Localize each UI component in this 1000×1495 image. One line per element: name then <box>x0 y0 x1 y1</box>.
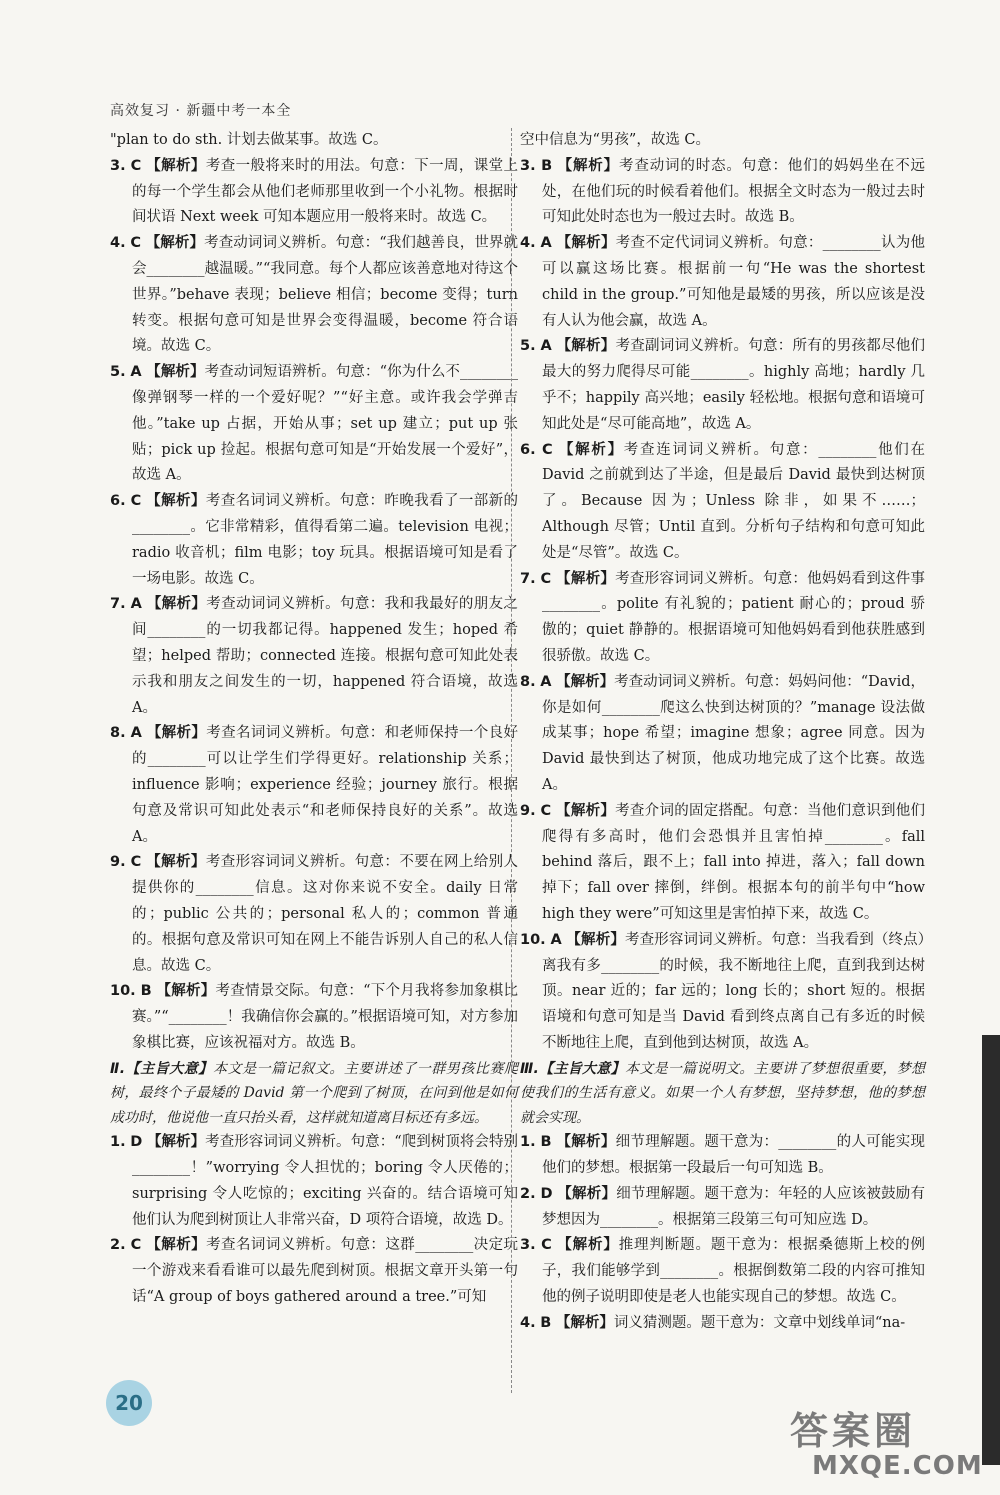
analysis-tag: 【解析】 <box>558 441 624 458</box>
right-column <box>520 128 925 1337</box>
item-number: 3. <box>520 1237 536 1254</box>
analysis-tag: 【解析】 <box>566 931 625 948</box>
column-divider <box>511 128 512 1393</box>
answer-item <box>520 1311 925 1337</box>
item-number: 9. <box>520 802 536 819</box>
analysis-text: 推理判断题。题干意为：根据桑德斯上校的例子，我们能够学到________。根据倒数第二段的内容可推知他的例子说明即使是老人也能实现自己的梦想。故选 C。 <box>542 1237 926 1305</box>
analysis-text: 考查名词词义辨析。句意：昨晚我看了一部新的________。它非常精彩，值得看第二遍。television 电视；radio 收音机；film 电影；toy 玩具。根据语境可知是看了一场电影。故选 C。 <box>132 493 519 587</box>
analysis-tag: 【解析】 <box>556 802 616 819</box>
item-number: 7. <box>520 570 536 587</box>
analysis-text: 考查情景交际。句意：“下个月我将参加象棋比赛。”“________！我确信你会赢的。”根据语境可知，对方参加象棋比赛，应该祝福对方。故选 B。 <box>132 983 519 1051</box>
answer-item <box>110 231 518 360</box>
analysis-text: 考查形容词词义辨析。句意：他妈妈看到这件事________。polite 有礼貌的；patient 耐心的；proud 骄傲的；quiet 静静的。根据语境可知他妈妈看到他获胜感到很骄傲。故选 C。 <box>542 570 926 664</box>
analysis-tag: 【解析】 <box>557 1185 617 1202</box>
item-number: 8. <box>520 673 536 690</box>
answer-letter: A <box>540 673 552 690</box>
answer-item <box>110 592 518 721</box>
item-number: 3. <box>110 157 126 174</box>
analysis-text: 考查动词词义辨析。句意：我和我最好的朋友之间________的一切我都记得。happened 发生；hoped 希望；helped 帮助；connected 连接。根据句意可知此处表示我和朋友之间发生的一切，happened 符合语境，故选 A。 <box>132 596 519 716</box>
answer-item <box>110 721 518 850</box>
answer-letter: C <box>130 854 142 871</box>
analysis-tag: 【解析】 <box>146 157 206 174</box>
answer-letter: B <box>540 1314 552 1331</box>
answer-item <box>110 1233 518 1310</box>
answer-letter: C <box>540 802 552 819</box>
item-number: 10. <box>520 931 546 948</box>
analysis-text: 考查一般将来时的用法。句意：下一周，课堂上的每一个学生都会从他们老师那里收到一个小礼物。根据时间状语 Next week 可知本题应用一般将来时。故选 C。 <box>132 157 519 226</box>
answer-letter: C <box>130 493 142 510</box>
analysis-text: 考查形容词词义辨析。句意：“爬到树顶将会特别________！”worrying 令人担忧的；boring 令人厌倦的；surprising 令人吃惊的；exciting 兴奋的。结合语境可知他们认为爬到树顶让人非常兴奋，D 项符合语境，故选 D。 <box>132 1134 519 1228</box>
answer-item <box>110 154 518 231</box>
analysis-tag: 【解析】 <box>146 725 207 742</box>
answer-item <box>520 1130 925 1182</box>
analysis-tag: 【解析】 <box>556 1134 616 1151</box>
answer-letter: B <box>541 157 553 174</box>
analysis-text: 考查动词的时态。句意：他们的妈妈坐在不远处，在他们玩的时候看着他们。根据全文时态为一般过去时可知此处时态也为一般过去时。故选 B。 <box>542 157 926 226</box>
item-number: 3. <box>520 157 536 174</box>
analysis-tag: 【解析】 <box>146 1237 207 1254</box>
item-number: 4. <box>520 235 536 252</box>
answer-item <box>520 154 925 231</box>
item-number: 4. <box>520 1314 536 1331</box>
analysis-tag: 【解析】 <box>146 1134 206 1151</box>
item-number: 6. <box>110 493 126 510</box>
watermark-logo <box>790 1400 983 1481</box>
analysis-tag: 【解析】 <box>146 854 206 871</box>
answer-item <box>520 231 925 334</box>
analysis-text: 考查副词词义辨析。句意：所有的男孩都尽他们最大的努力爬得尽可能________。highly 高地；hardly 几乎不；happily 高兴地；easily 轻松地。根据句意和语境可知此处是“尽可能高地”，故选 A。 <box>542 338 926 432</box>
answer-item <box>520 1233 925 1310</box>
watermark-line-1: 答案圈 <box>790 1409 917 1453</box>
answer-item <box>520 438 925 567</box>
answer-letter: D <box>130 1134 143 1151</box>
analysis-tag: 【解析】 <box>556 570 616 587</box>
analysis-text: 词义猜测题。题干意为：文章中划线单词“na- <box>613 1314 906 1331</box>
analysis-tag: 【解析】 <box>557 1237 619 1254</box>
item-number: 5. <box>110 364 126 381</box>
answer-letter: C <box>540 570 552 587</box>
analysis-text: 细节理解题。题干意为：________的人可能实现他们的梦想。根据第一段最后一句可知选 B。 <box>542 1134 926 1176</box>
item-number: 2. <box>110 1237 126 1254</box>
watermark-line-2: MXQE.COM <box>812 1451 983 1481</box>
item-number: 6. <box>520 441 536 458</box>
analysis-text: 考查不定代词词义辨析。句意：________认为他可以赢这场比赛。根据前一句“He was the shortest child in the group.”可知他是最矮的男孩，所以应该是没有人认为他会赢，故选 A。 <box>542 235 926 329</box>
answer-item <box>520 928 925 1057</box>
item-number: 2. <box>520 1185 536 1202</box>
analysis-text: 考查动词词义辨析。句意：“我们越善良，世界就会________越温暖。”“我同意。每个人都应该善意地对待这个世界。”behave 表现；believe 相信；become 变得；turn 转变。根据句意可知是世界会变得温暖，become 符合语境。故选 C。 <box>132 235 519 355</box>
answer-letter: A <box>550 931 562 948</box>
answer-letter: A <box>130 596 142 613</box>
answer-letter: A <box>130 364 142 381</box>
analysis-tag: 【解析】 <box>556 235 616 252</box>
summary-label: Ⅱ.【主旨大意】 <box>110 1060 213 1077</box>
analysis-tag: 【解析】 <box>556 338 616 355</box>
answer-letter: A <box>540 235 552 252</box>
analysis-text: 考查连词词义辨析。句意：________他们在 David 之前就到达了半途，但是最后 David 最快到达树顶了。Because 因为；Unless 除非，如果不……；Although 尽管；Until 直到。分析句子结构和句意可知此处是“尽管”。故选 C。 <box>542 441 926 561</box>
left-column <box>110 128 518 1311</box>
page-number-badge: 20 <box>106 1380 152 1426</box>
answer-item <box>110 979 518 1056</box>
answer-letter: A <box>540 338 552 355</box>
answer-item <box>520 567 925 670</box>
analysis-tag: 【解析】 <box>145 235 205 252</box>
passage-summary <box>520 1057 925 1131</box>
summary-label: Ⅲ.【主旨大意】 <box>520 1060 625 1077</box>
analysis-text: 考查名词词义辨析。句意：这群________决定玩一个游戏来看看谁可以最先爬到树顶。根据文章开头第一句话“A group of boys gathered around a tree.”可知 <box>132 1237 519 1305</box>
analysis-tag: 【解析】 <box>556 673 615 690</box>
analysis-text: 考查形容词词义辨析。句意：不要在网上给别人提供你的________信息。这对你来说不安全。daily 日常的；public 公共的；personal 私人的；common 普通的。根据句意及常识可知在网上不能告诉别人自己的私人信息。故选 C。 <box>132 854 519 974</box>
item-number: 1. <box>520 1134 536 1151</box>
answer-letter: B <box>140 983 152 1000</box>
analysis-text: 考查介词的固定搭配。句意：当他们意识到他们爬得有多高时，他们会恐惧并且害怕掉________。fall behind 落后，跟不上；fall into 掉进，落入；fall down 掉下；fall over 摔倒，绊倒。根据本句的前半句中“how high they were”可知这里是害怕掉下来，故选 C。 <box>542 802 926 922</box>
answer-letter: C <box>130 157 142 174</box>
analysis-text: 考查形容词词义辨析。句意：当我看到（终点）离我有多________的时候，我不断地往上爬，直到我到达树顶。near 近的；far 远的；long 长的；short 短的。根据语境和句意可知是当 David 看到终点离自己有多近的时候不断地往上爬，直到他到达树顶，故选 A。 <box>542 931 926 1051</box>
answer-letter: B <box>540 1134 552 1151</box>
analysis-tag: 【解析】 <box>156 983 216 1000</box>
continuation-text: 空中信息为“男孩”，故选 C。 <box>520 132 711 148</box>
analysis-tag: 【解析】 <box>555 1314 614 1331</box>
answer-letter: C <box>130 1237 142 1254</box>
item-number: 10. <box>110 983 136 1000</box>
analysis-tag: 【解析】 <box>557 157 619 174</box>
summary-text: 本文是一篇记叙文。主要讲述了一群男孩比赛爬树，最终个子最矮的 David 第一个爬到了树顶，在问到他是如何成功时，他说他一直只抬头看，这样就知道离目标还有多远。 <box>110 1060 519 1126</box>
page-header: 高效复习 · 新疆中考一本全 <box>110 103 292 119</box>
item-number: 8. <box>110 725 126 742</box>
answer-item <box>520 334 925 437</box>
answer-item <box>110 489 518 592</box>
analysis-text: 考查名词词义辨析。句意：和老师保持一个良好的________可以让学生们学得更好。relationship 关系；influence 影响；experience 经验；journey 旅行。根据句意及常识可知此处表示“和老师保持良好的关系”。故选 A。 <box>132 725 519 845</box>
answer-letter: A <box>130 725 142 742</box>
analysis-text: 细节理解题。题干意为：年轻的人应该被鼓励有梦想因为________。根据第三段第三句可知应选 D。 <box>542 1185 926 1228</box>
answer-item <box>110 1130 518 1233</box>
answer-item <box>110 360 518 489</box>
analysis-text: 考查动词短语辨析。句意：“你为什么不________像弹钢琴一样的一个爱好呢？”“好主意。或许我会学弹吉他。”take up 占据，开始从事；set up 建立；put up 张贴；pick up 捡起。根据句意可知是“开始发展一个爱好”，故选 A。 <box>132 364 519 484</box>
answer-letter: C <box>130 235 141 252</box>
passage-summary <box>110 1057 518 1131</box>
analysis-text: 考查动词词义辨析。句意：妈妈问他：“David，你是如何________爬这么快到达树顶的？”manage 设法做成某事；hope 希望；imagine 想象；agree 同意。因为 David 最快到达了树顶，他成功地完成了这个比赛。故选 A。 <box>542 673 926 793</box>
answer-letter: C <box>541 1237 552 1254</box>
analysis-tag: 【解析】 <box>146 493 206 510</box>
answer-letter: C <box>541 441 553 458</box>
continuation-text: "plan to do sth. 计划去做某事。故选 C。 <box>110 132 388 148</box>
item-number: 4. <box>110 235 126 252</box>
item-number: 7. <box>110 596 126 613</box>
answer-item <box>520 799 925 928</box>
answer-item <box>110 850 518 979</box>
answer-letter: D <box>540 1185 553 1202</box>
answer-item <box>520 670 925 799</box>
item-number: 1. <box>110 1134 126 1151</box>
analysis-tag: 【解析】 <box>146 364 205 381</box>
item-number: 9. <box>110 854 126 871</box>
summary-text: 本文是一篇说明文。主要讲了梦想很重要，梦想使我们的生活有意义。如果一个人有梦想，坚持梦想，他的梦想就会实现。 <box>520 1060 925 1126</box>
item-number: 5. <box>520 338 536 355</box>
side-tab <box>982 1035 1000 1465</box>
analysis-tag: 【解析】 <box>146 596 207 613</box>
answer-item <box>520 1182 925 1234</box>
